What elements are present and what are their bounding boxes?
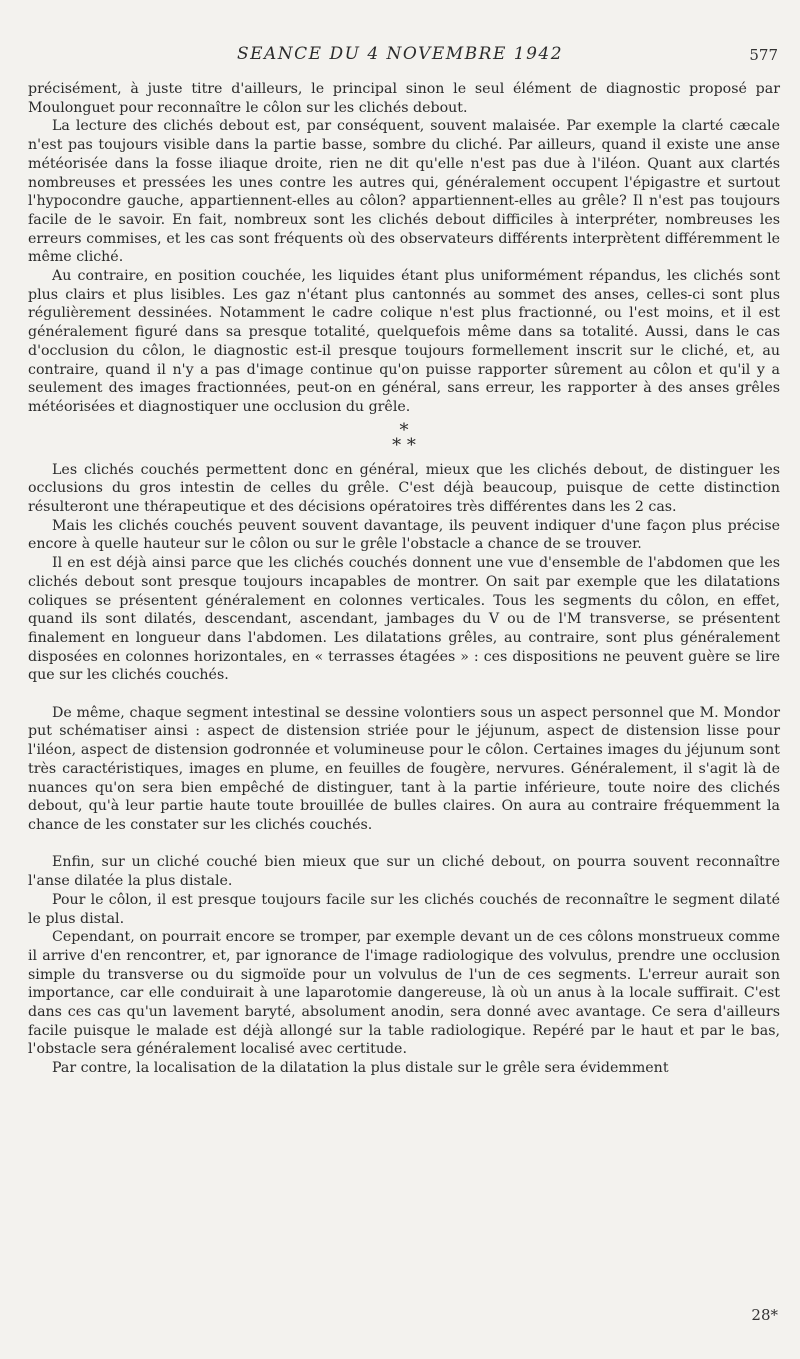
paragraph: précisément, à juste titre d'ailleurs, le principal sinon le seul élément de diagnostic proposé par Moulonguet pour reconnaître le côlon sur les clichés debout. (28, 81, 780, 116)
page-number: 577 (749, 46, 778, 64)
body-text (28, 80, 780, 1078)
paragraph: Mais les clichés couchés peuvent souvent davantage, ils peuvent indiquer d'une façon plus précise encore à quelle hauteur sur le côlon ou sur le grêle l'obstacle a chance de se trouver. (28, 517, 780, 553)
paragraph-gap (28, 685, 780, 704)
asterism-top: * (399, 419, 409, 441)
signature-mark: 28* (751, 1306, 778, 1324)
paragraph: Les clichés couchés permettent donc en général, mieux que les clichés debout, de distinguer les occlusions du gros intestin de celles du grêle. C'est déjà beaucoup, puisque de cette distinction résulteront une thérapeutique et des décisions opératoires très différentes dans les 2 cas. (28, 461, 780, 516)
paragraph: De même, chaque segment intestinal se dessine volontiers sous un aspect personnel que M. Mondor put schématiser ainsi : aspect de distension striée pour le jéjunum, aspect de distension lisse pour l'iléon, aspect de distension godronnée et volumineuse pour le côlon. Certaines images du jéjunum sont très caractéristiques, images en plume, en feuilles de fougère, nervures. Généralement, il s'agit là de nuances qu'on sera bien empêché de distinguer, tant à la partie inférieure, toute noire des clichés debout, qu'à leur partie haute toute brouillée de bulles claires. On aura au contraire fréquemment la chance de les constater sur les clichés couchés. (28, 704, 780, 833)
paragraph: Par contre, la localisation de la dilatation la plus distale sur le grêle sera évidemment (52, 1060, 669, 1077)
section-separator (28, 417, 780, 461)
running-title: SEANCE DU 4 NOVEMBRE 1942 (236, 44, 564, 64)
paragraph: Pour le côlon, il est presque toujours facile sur les clichés couchés de reconnaître le segment dilaté le plus distal. (28, 891, 780, 927)
paragraph: Cependant, on pourrait encore se tromper, par exemple devant un de ces côlons monstrueux comme il arrive d'en rencontrer, et, par ignorance de l'image radiologique des volvulus, prendre une occlusion simple du transverse ou du sigmoïde pour un volvulus de l'un de ces segments. L'erreur aurait son importance, car elle conduirait à une laparotomie dangereuse, là où un anus à la locale suffirait. C'est dans ces cas qu'un lavement baryté, absolument anodin, sera donné avec avantage. Ce sera d'ailleurs facile puisque le malade est déjà allongé sur la table radiologique. Repéré par le haut et par le bas, l'obstacle sera généralement localisé avec certitude. (28, 929, 780, 1058)
asterism-bottom: * * (392, 434, 416, 456)
page-header (0, 44, 800, 68)
paragraph: La lecture des clichés debout est, par conséquent, souvent malaisée. Par exemple la clarté cæcale n'est pas toujours visible dans la partie basse, sombre du cliché. Par ailleurs, quand il existe une anse météorisée dans la fosse iliaque droite, rien ne dit qu'elle n'est pas due à l'iléon. Quant aux clartés nombreuses et pressées les unes contre les autres qui, généralement occupent l'épigastre et surtout l'hypocondre gauche, appartiennent-elles au côlon? appartiennent-elles au grêle? Il n'est pas toujours facile de le savoir. En fait, nombreux sont les clichés debout difficiles à interpréter, nombreuses les erreurs commises, et les cas sont fréquents où des observateurs différents interprètent différemment le même cliché. (28, 118, 780, 266)
paragraph: Il en est déjà ainsi parce que les clichés couchés donnent une vue d'ensemble de l'abdomen que les clichés debout sont presque toujours incapables de montrer. On sait par exemple que les dilatations coliques se présentent généralement en colonnes verticales. Tous les segments du côlon, en effet, quand ils sont dilatés, descendant, ascendant, jambages du V ou de l'M transverse, se présentent finalement en longueur dans l'abdomen. Les dilatations grêles, au contraire, sont plus généralement disposées en colonnes horizontales, en « terrasses étagées » : ces dispositions ne peuvent guère se lire que sur les clichés couchés. (28, 555, 780, 684)
paragraph: Au contraire, en position couchée, les liquides étant plus uniformément répandus, les clichés sont plus clairs et plus lisibles. Les gaz n'étant plus cantonnés au sommet des anses, celles-ci sont plus régulièrement dessinées. Notamment le cadre colique n'est plus fractionné, ou l'est moins, et il est généralement figuré dans sa presque totalité, quelquefois même dans sa totalité. Aussi, dans le cas d'occlusion du côlon, le diagnostic est-il presque toujours formellement inscrit sur le cliché, et, au contraire, quand il n'y a pas d'image continue qu'on puisse rapporter sûrement au côlon et qu'il y a seulement des images fractionnées, peut-on en général, sans erreur, les rapporter à des anses grêles météorisées et diagnostiquer une occlusion du grêle. (28, 268, 780, 415)
paragraph: Enfin, sur un cliché couché bien mieux que sur un cliché debout, on pourra souvent reconnaître l'anse dilatée la plus distale. (28, 854, 780, 890)
paragraph-gap (28, 835, 780, 854)
